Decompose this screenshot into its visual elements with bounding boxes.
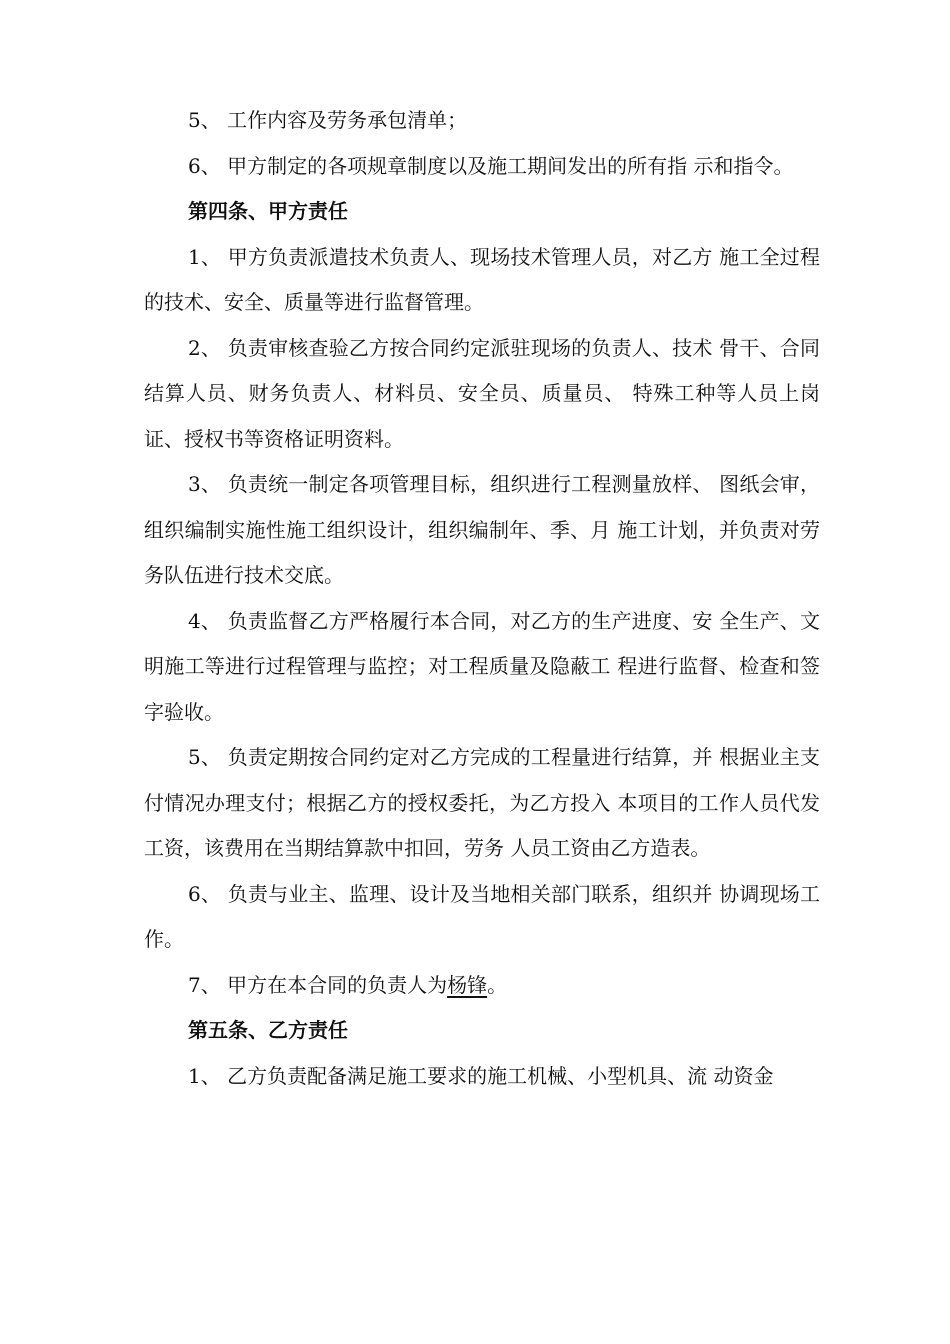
article-4-item-4: 4、 负责监督乙方严格履行本合同，对乙方的生产进度、安 全生产、文明施工等进行过程管理与监控；对工程质量及隐蔽工 程进行监督、检查和签字验收。: [144, 608, 820, 724]
article-4-item-6: 6、 负责与业主、监理、设计及当地相关部门联系，组织并 协调现场工作。: [144, 881, 820, 951]
article-4-item-5: 5、 负责定期按合同约定对乙方完成的工程量进行结算，并 根据业主支付情况办理支付；根据乙方的授权委托，为乙方投入 本项目的工作人员代发工资，该费用在当期结算款中扣回，劳务 人员工资由乙方造表。: [144, 745, 820, 860]
document-body: [144, 98, 820, 1099]
paragraph-item-5: 5、 工作内容及劳务承包清单；: [188, 108, 468, 132]
article-4-item-2: 2、 负责审核查验乙方按合同约定派驻现场的负责人、技术 骨干、合同结算人员、财务负责人、材料员、安全员、质量员、 特殊工种等人员上岗证、授权书等资格证明资料。: [144, 335, 820, 451]
article-4-item-3: 3、 负责统一制定各项管理目标，组织进行工程测量放样、 图纸会审，组织编制实施性施工组织设计，组织编制年、季、月 施工计划，并负责对劳务队伍进行技术交底。: [144, 472, 820, 587]
article-4-item-7-end: 。: [487, 972, 508, 997]
article-4-item-7-text: 7、 甲方在本合同的负责人为: [188, 972, 448, 997]
article-4-item-1: 1、 甲方负责派遣技术负责人、现场技术管理人员，对乙方 施工全过程的技术、安全、质量等进行监督管理。: [144, 244, 820, 314]
section-heading-article-5: 第五条、乙方责任: [188, 1018, 348, 1042]
article-5-item-1: 1、 乙方负责配备满足施工要求的施工机械、小型机具、流 动资金: [188, 1063, 774, 1088]
paragraph-item-6: 6、 甲方制定的各项规章制度以及施工期间发出的所有指 示和指令。: [188, 153, 794, 178]
responsible-person-name: 杨锋: [447, 972, 488, 997]
article-4-item-7: [144, 963, 820, 1009]
section-heading-article-4: 第四条、甲方责任: [188, 199, 348, 223]
